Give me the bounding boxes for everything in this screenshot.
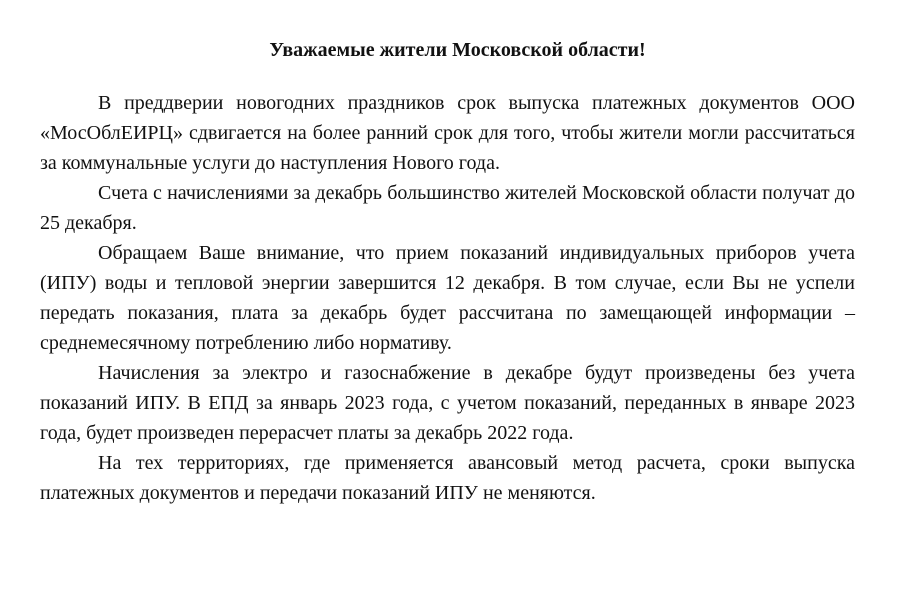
paragraph-electricity-gas: Начисления за электро и газоснабжение в декабре будут произведены без учета показаний ИПУ. В ЕПД за январь 2023 года, с учетом показаний, переданных в январе 2023 года, будет произведен перерасчет платы за декабрь 2022 года.	[40, 362, 855, 444]
paragraph-meter-readings: Обращаем Ваше внимание, что прием показаний индивидуальных приборов учета (ИПУ) воды и тепловой энергии завершится 12 декабря. В том случае, если Вы не успели передать показания, плата за декабрь будет рассчитана по замещающей информации – среднемесячному потреблению либо нормативу.	[40, 242, 855, 354]
notice-document	[40, 36, 855, 508]
paragraph-advance-method: На тех территориях, где применяется авансовый метод расчета, сроки выпуска платежных документов и передачи показаний ИПУ не меняются.	[40, 452, 855, 504]
paragraph-billing-schedule: В преддверии новогодних праздников срок выпуска платежных документов ООО «МосОблЕИРЦ» сдвигается на более ранний срок для того, чтобы жители могли рассчитаться за коммунальные услуги до наступления Нового года.	[40, 92, 855, 174]
notice-title: Уважаемые жители Московской области!	[269, 39, 646, 61]
paragraph-december-bills: Счета с начислениями за декабрь большинство жителей Московской области получат до 25 декабря.	[40, 182, 855, 234]
